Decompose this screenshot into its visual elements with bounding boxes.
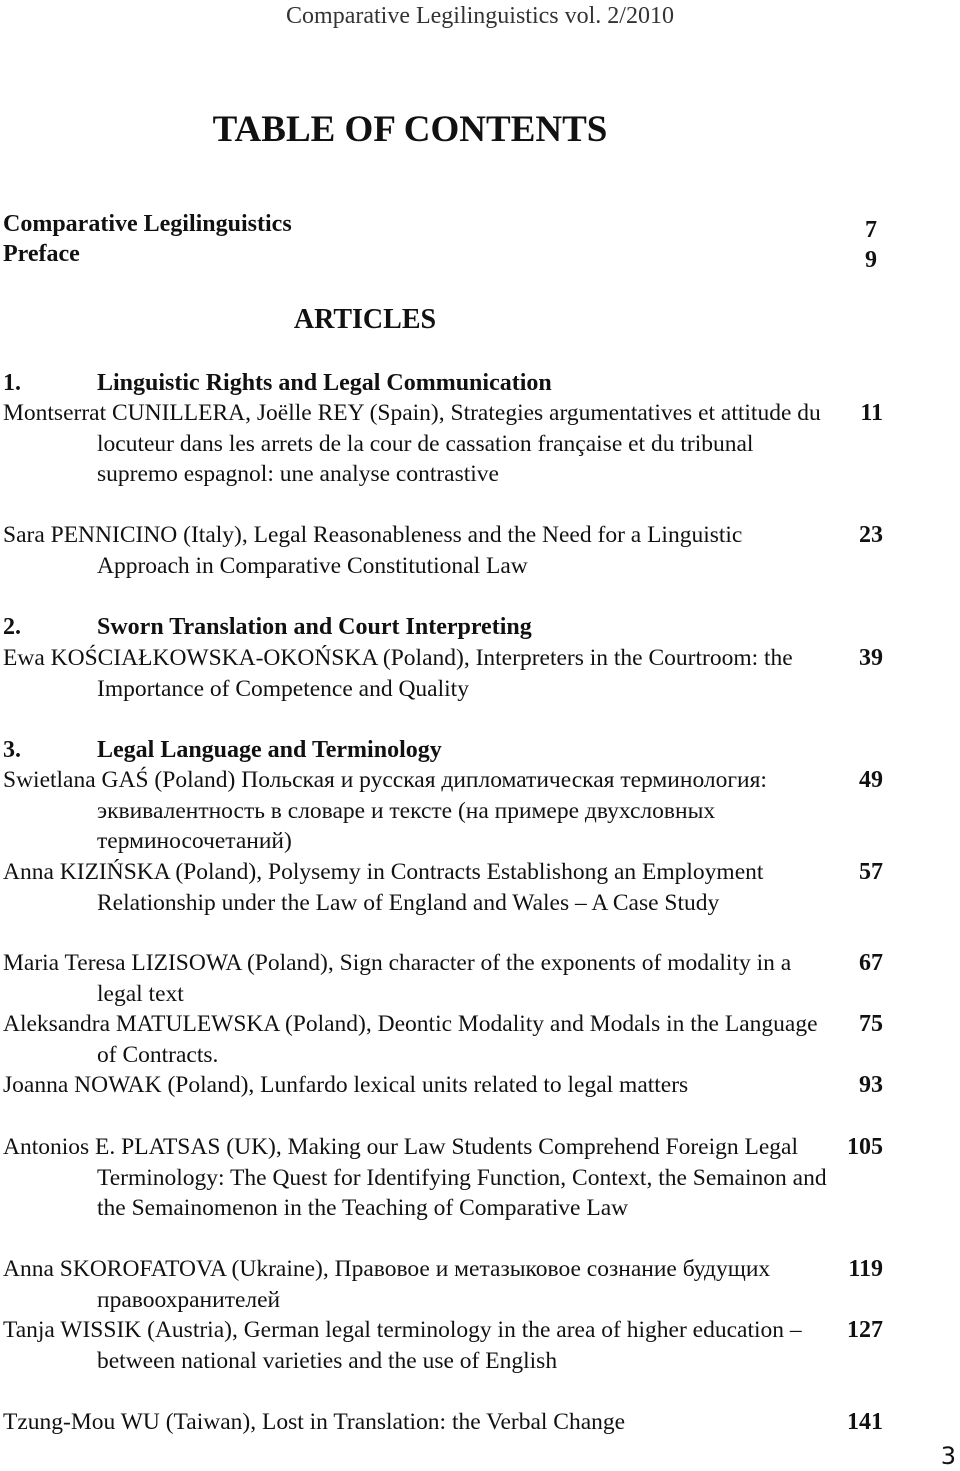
toc-front-item [3, 209, 877, 243]
toc-entry [3, 1407, 943, 1438]
toc-page-number: 93 [859, 1072, 883, 1098]
toc-entry [3, 1315, 943, 1376]
toc-entry-text: Anna KIZIŃSKA (Poland), Polysemy in Contracts Establishong an Employment Relationship under the Law of England and Wales – A Case Study [3, 859, 764, 916]
toc-page-number: 11 [860, 400, 883, 426]
toc-entry-text: Tanja WISSIK (Austria), German legal terminology in the area of higher education – between national varieties and the use of English [3, 1317, 802, 1374]
toc-front-item-title: Preface [3, 241, 80, 267]
articles-heading: ARTICLES [293, 304, 437, 335]
section-heading [3, 735, 763, 765]
toc-page-number: 67 [859, 950, 883, 976]
toc-entry [3, 1070, 943, 1101]
toc-entry-text: Sara PENNICINO (Italy), Legal Reasonableness and the Need for a Linguistic Approach in Comparative Constitutional Law [3, 522, 743, 579]
section-title: Legal Language and Terminology [97, 737, 442, 763]
section-title: Linguistic Rights and Legal Communication [97, 370, 552, 396]
toc-entry-text: Joanna NOWAK (Poland), Lunfardo lexical units related to legal matters [3, 1072, 689, 1098]
toc-entry [3, 765, 943, 857]
toc-entry [3, 1009, 943, 1070]
toc-entry [3, 1132, 943, 1224]
running-head: Comparative Legilinguistics vol. 2/2010 [286, 3, 674, 29]
toc-page-number: 141 [847, 1409, 883, 1435]
page-number: 3 [940, 1442, 956, 1470]
toc-page-number: 105 [847, 1134, 883, 1160]
section-number: 2. [3, 614, 21, 640]
toc-front-item-title: Comparative Legilinguistics [3, 211, 292, 237]
toc-entry-text: Aleksandra MATULEWSKA (Poland), Deontic Modality and Modals in the Language of Contracts. [3, 1011, 818, 1068]
toc-entry-text: Swietlana GAŚ (Poland) Польская и русская дипломатическая терминология: эквивалентность в словаре и тексте (на примере двухсловных терминосочетаний) [3, 767, 767, 854]
toc-entry-text: Montserrat CUNILLERA, Joëlle REY (Spain), Strategies argumentatives et attitude du locuteur dans les arrets de la cour de cassation française et du tribunal supremo espagnol: une analyse contrastive [3, 400, 821, 487]
toc-entry [3, 398, 943, 490]
section-title: Sworn Translation and Court Interpreting [97, 614, 532, 640]
toc-title: TABLE OF CONTENTS [212, 109, 608, 150]
toc-page-number: 75 [859, 1011, 883, 1037]
section-heading [3, 368, 763, 398]
toc-entry [3, 520, 943, 581]
toc-page-number: 7 [865, 217, 877, 243]
toc-page-number: 39 [859, 645, 883, 671]
toc-front-item [3, 239, 877, 273]
toc-entry-text: Ewa KOŚCIAŁKOWSKA-OKOŃSKA (Poland), Interpreters in the Courtroom: the Importance of Competence and Quality [3, 645, 793, 702]
toc-entry [3, 857, 943, 918]
toc-page-number: 23 [859, 522, 883, 548]
toc-entry [3, 948, 943, 1009]
section-number: 3. [3, 737, 21, 763]
toc-page-number: 57 [859, 859, 883, 885]
toc-entry [3, 1254, 943, 1315]
toc-page-number: 49 [859, 767, 883, 793]
section-heading [3, 612, 763, 642]
toc-entry-text: Maria Teresa LIZISOWA (Poland), Sign character of the exponents of modality in a legal text [3, 950, 792, 1007]
section-number: 1. [3, 370, 21, 396]
toc-page-number: 9 [865, 247, 877, 273]
toc-entry [3, 643, 943, 704]
toc-entry-text: Tzung-Mou WU (Taiwan), Lost in Translation: the Verbal Change [3, 1409, 626, 1435]
toc-page-number: 119 [848, 1256, 883, 1282]
toc-entry-text: Anna SKOROFATOVA (Ukraine), Правовое и метазыковое сознание будущих правоохранителей [3, 1256, 771, 1313]
toc-entry-text: Antonios E. PLATSAS (UK), Making our Law Students Comprehend Foreign Legal Terminology: The Quest for Identifying Function, Context, the Semainon and the Semainomenon in the Teaching of Comparative Law [3, 1134, 827, 1221]
toc-page-number: 127 [847, 1317, 883, 1343]
